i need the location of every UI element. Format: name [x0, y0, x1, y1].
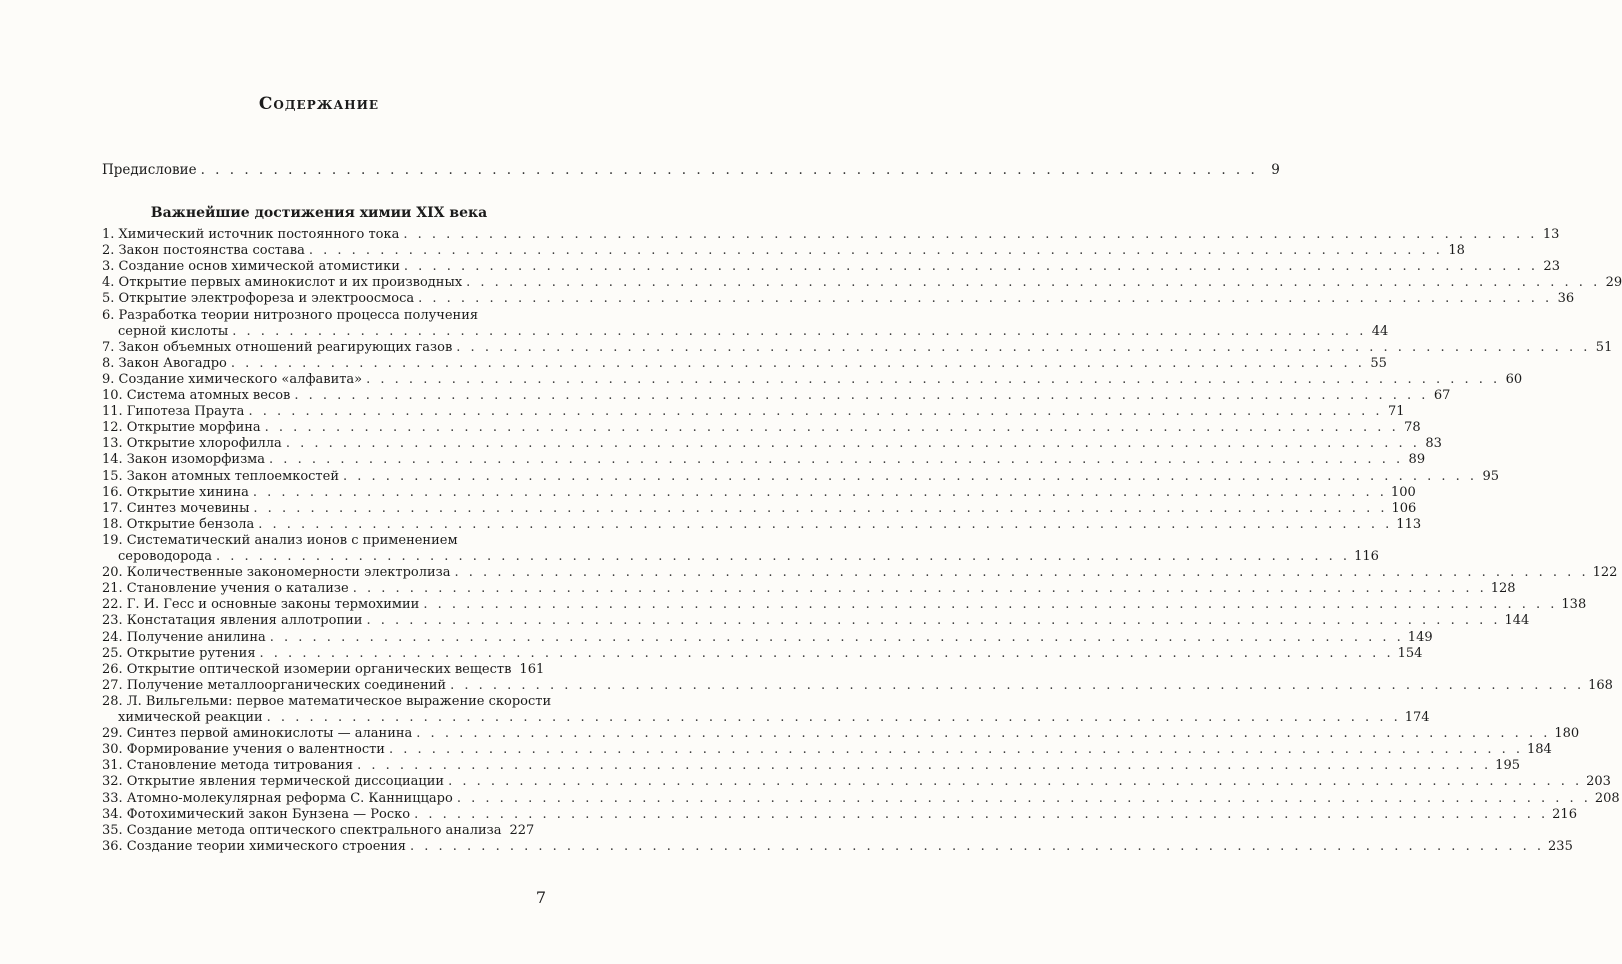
leader-dots: . . . . . . . . . . . . . . . . . . . . . . . . . . . . . . . . . . . . . . . . . . . . . . . . . . . . . . . . . . . . . . . . . . . . . . . . . . . . . . . .: [266, 710, 1401, 725]
leader-dots: . . . . . . . . . . . . . . . . . . . . . . . . . . . . . . . . . . . . . . . . . . . . . . . . . . . . . . . . . . . . . . . . . . . . . . . . . . . . . . . .: [454, 565, 1589, 581]
toc-entry: [102, 371, 1523, 387]
toc-entry-page: 154: [1397, 645, 1423, 661]
toc-entry: [102, 677, 1613, 693]
toc-entry-label: 6. Разработка теории нитрозного процесса получения: [102, 307, 479, 323]
toc-entry: [102, 500, 1417, 516]
leader-dots: . . . . . . . . . . . . . . . . . . . . . . . . . . . . . . . . . . . . . . . . . . . . . . . . . . . . . . . . . . . . . . . . . . . . . . . . . . . . . . . .: [357, 758, 1492, 774]
toc-entry-label: 7. Закон объемных отношений реагирующих газов: [102, 339, 453, 355]
toc-entry-page: 78: [1404, 420, 1421, 436]
toc-entry-label: 32. Открытие явления термической диссоциации: [102, 774, 445, 790]
toc-entry-page: 113: [1396, 516, 1422, 532]
leader-dots: . . . . . . . . . . . . . . . . . . . . . . . . . . . . . . . . . . . . . . . . . . . . . . . . . . . . . . . . . . . . . . . . . . . . . . . . . . . . . . . .: [269, 452, 1404, 468]
leader-dots: . . . . . . . . . . . . . . . . . . . . . . . . . . . . . . . . . . . . . . . . . . . . . . . . . . . . . . . . . . . . . . . . . . . . . . . . . . . . . . . .: [403, 259, 1538, 275]
toc-entry-label: 25. Открытие рутения: [102, 645, 256, 661]
leader-dots: . . . . . . . . . . . . . . . . . . . . . . . . . . . . . . . . . . . . . . . . . . . . . . . . . . . . . . . . . . . . . . . . . . . . . . . . . . . . . . . .: [352, 581, 1487, 597]
toc-entry-label: 5. Открытие электрофореза и электроосмоса: [102, 291, 415, 307]
page-number: 7: [535, 888, 546, 907]
toc-entry-page: 9: [1271, 162, 1280, 178]
toc-entry-label: 17. Синтез мочевины: [102, 500, 250, 516]
leader-dots: . . . . . . . . . . . . . . . . . . . . . . . . . . . . . . . . . . . . . . . . . . . . . . . . . . . . . . . . . . . . . . . . . . . . . . . . . . . . . . . .: [285, 436, 1420, 452]
leader-dots: . . . . . . . . . . . . . . . . . . . . . . . . . . . . . . . . . . . . . . . . . . . . . . . . . . . . . . . . . . . . . . . . . . . . . . . . . . . . . . . .: [252, 484, 1387, 500]
toc-entry: [102, 822, 535, 838]
leader-dots: . . . . . . . . . . . . . . . . . . . . . . . . . . . . . . . . . . . . . . . . . . . . . . . . . . . . . . . . . . . . . . . . . . . . . . . . . . . . . . . .: [216, 549, 1351, 564]
toc-entry-label: 31. Становление метода титрования: [102, 758, 354, 774]
toc-entry-page: 67: [1433, 388, 1451, 403]
toc-entry-label: 4. Открытие первых аминокислот и их производных: [102, 275, 463, 291]
toc-entry: [102, 581, 1516, 597]
leader-dots: . . . . . . . . . . . . . . . . . . . . . . . . . . . . . . . . . . . . . . . . . . . . . . . . . . . . . . . . . . . . . . . . . . . . . . . . . . . . . . . .: [456, 339, 1591, 355]
toc-entry-label: химической реакции: [118, 710, 263, 725]
toc-entry: [102, 742, 1552, 758]
toc-entry-label: 13. Открытие хлорофилла: [102, 436, 282, 452]
toc-entry-label: 21. Становление учения о катализе: [102, 581, 349, 597]
leader-dots: . . . . . . . . . . . . . . . . . . . . . . . . . . . . . . . . . . . . . . . . . . . . . . . . . . . . . . . . . . . . . . . . . . . . . . . . . . . . . . . .: [409, 838, 1545, 854]
toc-entry-label: 19. Систематический анализ ионов с применением: [102, 532, 458, 548]
toc-entry: [102, 339, 1613, 355]
leader-dots: . . . . . . . . . . . . . . . . . . . . . . . . . . . . . . . . . . . . . . . . . . . . . . . . . . . . . . . . . . . . . . . . . . . . . . . . . . . . . . . .: [294, 388, 1429, 403]
toc-entry-label: 9. Создание химического «алфавита»: [102, 371, 363, 387]
toc-entry-page: 216: [1552, 806, 1577, 822]
toc-entry-page: 122: [1592, 565, 1618, 581]
leader-dots: . . . . . . . . . . . . . . . . . . . . . . . . . . . . . . . . . . . . . . . . . . . . . . . . . . . . . . . . . . . . . . . . . . . . . . . . . . . . . . . .: [448, 774, 1583, 790]
toc-entry: [102, 291, 1575, 307]
toc-entry-label: 1. Химический источник постоянного тока: [102, 227, 400, 242]
leader-dots: . . . . . . . . . . . . . . . . . . . . . . . . . . . . . . . . . . . . . . . . . . . . . . . . . . . . . . . . . . . . . . . . . . . . . . . . . . . . . . . .: [366, 613, 1501, 629]
toc-entry-page: 36: [1557, 291, 1575, 307]
toc-entry: [102, 613, 1530, 629]
toc-entry-label: 34. Фотохимический закон Бунзена — Роско: [102, 806, 411, 822]
toc-entry-page: 23: [1543, 259, 1560, 275]
leader-dots: . . . . . . . . . . . . . . . . . . . . . . . . . . . . . . . . . . . . . . . . . . . . . . . . . . . . . . . . . . . . . . . . . . . . . . . . . . . . . . . .: [366, 371, 1501, 387]
toc-entry: [102, 484, 1416, 500]
toc-entry-label: 8. Закон Авогадро: [102, 355, 227, 371]
toc-entry-label: 28. Л. Вильгельми: первое математическое выражение скорости: [102, 693, 552, 709]
toc-entry-label: 2. Закон постоянства состава: [102, 243, 305, 259]
toc-entry-label: 14. Закон изоморфизма: [102, 452, 266, 468]
toc-entry-page: 18: [1448, 243, 1465, 259]
section-title: Важнейшие достижения химии XIX века: [150, 205, 488, 221]
leader-dots: . . . . . . . . . . . . . . . . . . . . . . . . . . . . . . . . . . . . . . . . . . . . . . . . . . . . . . . . . . . . . . . . . . . . . . . . . . . . . . . .: [264, 420, 1399, 436]
toc-entry: [102, 355, 1387, 371]
toc-entry-page: 168: [1588, 677, 1613, 693]
toc-entry-page: 55: [1370, 355, 1387, 371]
toc-entry-page: 203: [1586, 774, 1611, 790]
toc-entry-page: 138: [1561, 597, 1587, 613]
leader-dots: . . . . . . . . . . . . . . . . . . . . . . . . . . . . . . . . . . . . . . . . . . . . . . . . . . . . . . . . . . . . . . . . . . . . . . . . . . . . . . . .: [456, 790, 1591, 806]
toc-entry-label: 18. Открытие бензола: [102, 516, 255, 532]
toc-entry-page: 235: [1548, 838, 1573, 854]
toc-entry: [118, 710, 1430, 725]
leader-dots: . . . . . . . . . . . . . . . . . . . . . . . . . . . . . . . . . . . . . . . . . . . . . . . . . . . . . . . . . . . . . . . . . . . . . . . . . . . . . . . .: [466, 275, 1601, 291]
toc-entry: [102, 806, 1577, 822]
leader-dots: . . . . . . . . . . . . . . . . . . . . . . . . . . . . . . . . . . . . . . . . . . . . . . . . . . . . . . . . . . . . . . . . . . . . . . . . . . . . . . . .: [253, 500, 1388, 516]
leader-dots: . . . . . . . . . . . . . . . . . . . . . . . . . . . . . . . . . . . . . . . . . . . . . . . . . . . . . . . . . . . . . . . . . . . . . . . . . . . . . . . .: [423, 597, 1558, 613]
toc-entry: [118, 323, 1389, 339]
leader-dots: . . . . . . . . . . . . . . . . . . . . . . . . . . . . . . . . . . . . . . . . . . . . . . . . . . . . . . . . . . . . . . . . . . . . . . . . . . . . . . . .: [403, 227, 1538, 242]
toc-entry: [102, 645, 1423, 661]
toc-entry: [118, 549, 1379, 564]
toc-entry: [102, 565, 1618, 581]
toc-entry-page: 13: [1542, 227, 1560, 242]
toc-entry-page: 60: [1505, 371, 1523, 387]
toc-entry-page: 195: [1495, 758, 1520, 774]
leader-dots: . . . . . . . . . . . . . . . . . . . . . . . . . . . . . . . . . . . . . . . . . . . . . . . . . . . . . . . . . . . . . . . . . . . . . . . . . . . . . . . .: [450, 677, 1585, 693]
toc-entry: [102, 468, 1500, 484]
toc-entry: [102, 774, 1611, 790]
toc-entry-page: 100: [1390, 484, 1416, 500]
toc-entry-label: 16. Открытие хинина: [102, 484, 249, 500]
toc-entry-label: 23. Констатация явления аллотропии: [102, 613, 363, 629]
toc-entry: [102, 420, 1421, 436]
toc-entry-page: 208: [1594, 790, 1620, 806]
leader-dots: . . . . . . . . . . . . . . . . . . . . . . . . . . . . . . . . . . . . . . . . . . . . . . . . . . . . . . . . . . . . . . . . . . . . . . . . . . . . . . . .: [230, 355, 1365, 371]
toc-entry-page: 95: [1482, 468, 1500, 484]
toc-entry: [102, 259, 1560, 275]
toc-entry-label: 20. Количественные закономерности электролиза: [102, 565, 451, 581]
toc-entry-preface: [102, 162, 1280, 178]
toc-entry: [102, 661, 545, 677]
toc-entry-label: 33. Атомно-молекулярная реформа С. Канниццаро: [102, 790, 453, 806]
toc-entry-page: 180: [1554, 726, 1580, 742]
toc-entry-page: 51: [1595, 339, 1613, 355]
toc-entry-page: 106: [1391, 500, 1417, 516]
toc-entry: [102, 516, 1422, 532]
toc-entry: [102, 436, 1442, 452]
toc-entry-page: 83: [1425, 436, 1442, 452]
leader-dots: . . . . . . . . . . . . . . . . . . . . . . . . . . . . . . . . . . . . . . . . . . . . . . . . . . . . . . . . . . . . . . . . . . . . . . . . . . . . . . . .: [232, 323, 1367, 339]
toc-entry: [102, 838, 1573, 854]
toc-entry-page: 116: [1354, 549, 1379, 564]
leader-dots: . . . . . . . . . . . . . . . . . . . . . . . . . . . . . . . . . . . . . . . . . . . . . . . . . . . . . . . . . . . . . . . . . . . . . . . . . . . . . . . .: [308, 243, 1443, 259]
toc-entry-page: 161: [519, 661, 545, 677]
toc-entry-label: 10. Система атомных весов: [102, 388, 291, 403]
leader-dots: . . . . . . . . . . . . . . . . . . . . . . . . . . . . . . . . . . . . . . . . . . . . . . . . . . . . . . . . . . . . . . . . . . . . . . . . . . . . . . . .: [418, 291, 1553, 307]
page-title: Содержание: [258, 94, 380, 114]
toc-entry-page: 29: [1605, 275, 1622, 291]
toc-entry: [102, 726, 1580, 742]
toc-entry-page: 71: [1387, 404, 1405, 420]
leader-dots: . . . . . . . . . . . . . . . . . . . . . . . . . . . . . . . . . . . . . . . . . . . . . . . . . . . . . . . . . . . . . . . . . . . . . . . . . . . . . . . .: [416, 726, 1551, 742]
toc-entry-label: 11. Гипотеза Праута: [102, 404, 245, 420]
toc-entry-label: 3. Создание основ химической атомистики: [102, 259, 400, 275]
toc-entry-page: 144: [1504, 613, 1530, 629]
toc-entry: [102, 243, 1465, 259]
toc-entry-label: 35. Создание метода оптического спектрального анализа: [102, 822, 502, 838]
leader-dots: . . . . . . . . . . . . . . . . . . . . . . . . . . . . . . . . . . . . . . . . . . . . . . . . . . . . . . . . . . . . . . . . . . . . . . . . . . . . . . . .: [342, 468, 1478, 484]
toc-entry-page: 227: [509, 822, 535, 838]
toc-entry: [102, 790, 1620, 806]
toc-entry: [102, 452, 1426, 468]
toc-entry-label: 12. Открытие морфина: [102, 420, 261, 436]
toc-entry-label: 30. Формирование учения о валентности: [102, 742, 385, 758]
toc-entry-page: 184: [1527, 742, 1552, 758]
leader-dots: . . . . . . . . . . . . . . . . . . . . . . . . . . . . . . . . . . . . . . . . . . . . . . . . . . . . . . . . . . . . . . . . . . . . . . . . . . . . . . . .: [388, 742, 1524, 758]
toc-entry-label: 24. Получение анилина: [102, 629, 266, 645]
leader-dots: . . . . . . . . . . . . . . . . . . . . . . . . . . . . . . . . . . . . . . . . . . . . . . . . . . . . . . . . . . . . . . . . . . . . . . . . .: [200, 162, 1258, 178]
toc-entry: [102, 275, 1622, 291]
leader-dots: . . . . . . . . . . . . . . . . . . . . . . . . . . . . . . . . . . . . . . . . . . . . . . . . . . . . . . . . . . . . . . . . . . . . . . . . . . . . . . . .: [259, 645, 1394, 661]
toc-entry: [102, 758, 1520, 774]
toc-entry: [102, 629, 1433, 645]
toc-entry-label: 29. Синтез первой аминокислоты — аланина: [102, 726, 413, 742]
toc-entry: [102, 227, 1560, 242]
toc-entry-label: сероводорода: [118, 549, 213, 564]
toc-entry-page: 44: [1371, 323, 1389, 339]
toc-entry-page: 174: [1404, 710, 1430, 725]
leader-dots: . . . . . . . . . . . . . . . . . . . . . . . . . . . . . . . . . . . . . . . . . . . . . . . . . . . . . . . . . . . . . . . . . . . . . . . . . . . . . . . .: [414, 806, 1549, 822]
toc-entry-page: 128: [1490, 581, 1516, 597]
leader-dots: . . . . . . . . . . . . . . . . . . . . . . . . . . . . . . . . . . . . . . . . . . . . . . . . . . . . . . . . . . . . . . . . . . . . . . . . . . . . . . . .: [269, 629, 1404, 645]
toc-entry: [102, 388, 1451, 403]
toc-entry-label: 15. Закон атомных теплоемкостей: [102, 468, 339, 484]
toc-entry: [102, 404, 1405, 420]
toc-entry-label: 22. Г. И. Гесс и основные законы термохимии: [102, 597, 420, 613]
toc-entry-page: 149: [1407, 629, 1433, 645]
toc-entry-label: 36. Создание теории химического строения: [102, 838, 406, 854]
toc-entry-label: 27. Получение металлоорганических соединений: [102, 677, 447, 693]
toc-entry: [102, 597, 1587, 613]
toc-entry-label: 26. Открытие оптической изомерии органических веществ: [102, 661, 512, 677]
toc-entry-label: серной кислоты: [118, 323, 229, 339]
toc-entry-page: 89: [1408, 452, 1426, 468]
toc-entry-label: Предисловие: [102, 162, 197, 178]
leader-dots: . . . . . . . . . . . . . . . . . . . . . . . . . . . . . . . . . . . . . . . . . . . . . . . . . . . . . . . . . . . . . . . . . . . . . . . . . . . . . . . .: [258, 516, 1393, 532]
leader-dots: . . . . . . . . . . . . . . . . . . . . . . . . . . . . . . . . . . . . . . . . . . . . . . . . . . . . . . . . . . . . . . . . . . . . . . . . . . . . . . . .: [248, 404, 1383, 420]
